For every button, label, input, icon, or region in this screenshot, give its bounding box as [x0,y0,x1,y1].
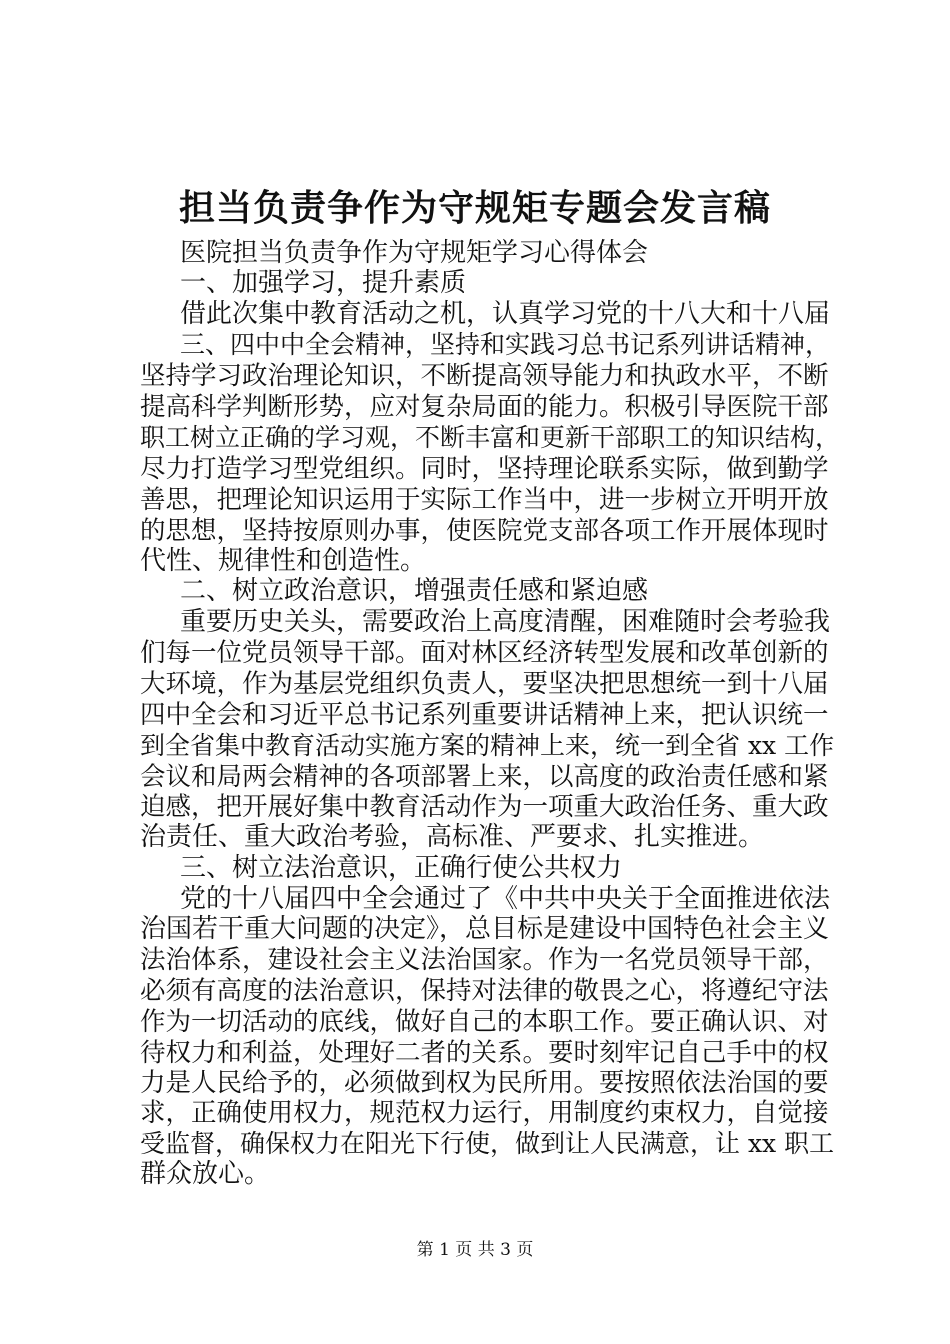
text-line: 的思想，坚持按原则办事，使医院党支部各项工作开展体现时 [140,516,829,546]
text-line: 到全省集中教育活动实施方案的精神上来，统一到全省 xx 工作 [140,731,835,760]
text-line: 三、四中中全会精神，坚持和实践习总书记系列讲话精神， [180,330,831,359]
text-line: 提高科学判断形势，应对复杂局面的能力。积极引导医院干部 [140,392,829,422]
text-line: 群众放心。 [140,1159,271,1189]
text-line: 借此次集中教育活动之机，认真学习党的十八大和十八届 [180,299,831,329]
text-line: 待权力和利益，处理好二者的关系。要时刻牢记自己手中的权 [140,1038,829,1068]
text-line: 受监督，确保权力在阳光下行使，做到让人民满意，让 xx 职工 [140,1129,835,1158]
text-line: 党的十八届四中全会通过了《中共中央关于全面推进依法 [180,884,831,914]
text-line: 会议和局两会精神的各项部署上来，以高度的政治责任感和紧 [140,762,829,792]
text-line: 一、加强学习，提升素质 [180,268,467,298]
text-line: 二、树立政治意识，增强责任感和紧迫感 [180,576,649,606]
text-line: 善思，把理论知识运用于实际工作当中，进一步树立开明开放 [140,485,829,515]
text-line: 作为一切活动的底线，做好自己的本职工作。要正确认识、对 [140,1007,829,1037]
text-line: 四中全会和习近平总书记系列重要讲话精神上来，把认识统一 [140,700,829,730]
text-line: 们每一位党员领导干部。面对林区经济转型发展和改革创新的 [140,638,829,668]
text-line: 坚持学习政治理论知识，不断提高领导能力和执政水平，不断 [140,361,829,391]
text-line: 职工树立正确的学习观，不断丰富和更新干部职工的知识结构， [140,423,841,452]
text-line: 尽力打造学习型党组织。同时，坚持理论联系实际，做到勤学 [140,454,829,484]
text-line: 迫感，把开展好集中教育活动作为一项重大政治任务、重大政 [140,792,829,822]
text-line: 力是人民给予的，必须做到权为民所用。要按照依法治国的要 [140,1068,829,1098]
page-number: 第 1 页 共 3 页 [416,1240,534,1260]
text-line: 必须有高度的法治意识，保持对法律的敬畏之心，将遵纪守法 [140,976,829,1006]
text-line: 法治体系，建设社会主义法治国家。作为一名党员领导干部， [140,945,829,975]
text-line: 大环境，作为基层党组织负责人，要坚决把思想统一到十八届 [140,669,829,699]
text-line: 治国若干重大问题的决定》，总目标是建设中国特色社会主义 [140,914,830,944]
text-line: 治责任、重大政治考验，高标准、严要求、扎实推进。 [140,822,765,852]
text-line: 重要历史关头，需要政治上高度清醒，困难随时会考验我 [180,607,831,637]
text-line: 三、树立法治意识，正确行使公共权力 [180,853,623,883]
text-line: 医院担当负责争作为守规矩学习心得体会 [180,238,649,268]
text-line: 求，正确使用权力，规范权力运行，用制度约束权力，自觉接 [140,1098,829,1128]
text-line: 代性、规律性和创造性。 [140,546,427,576]
document-title: 担当负责争作为守规矩专题会发言稿 [178,187,771,229]
